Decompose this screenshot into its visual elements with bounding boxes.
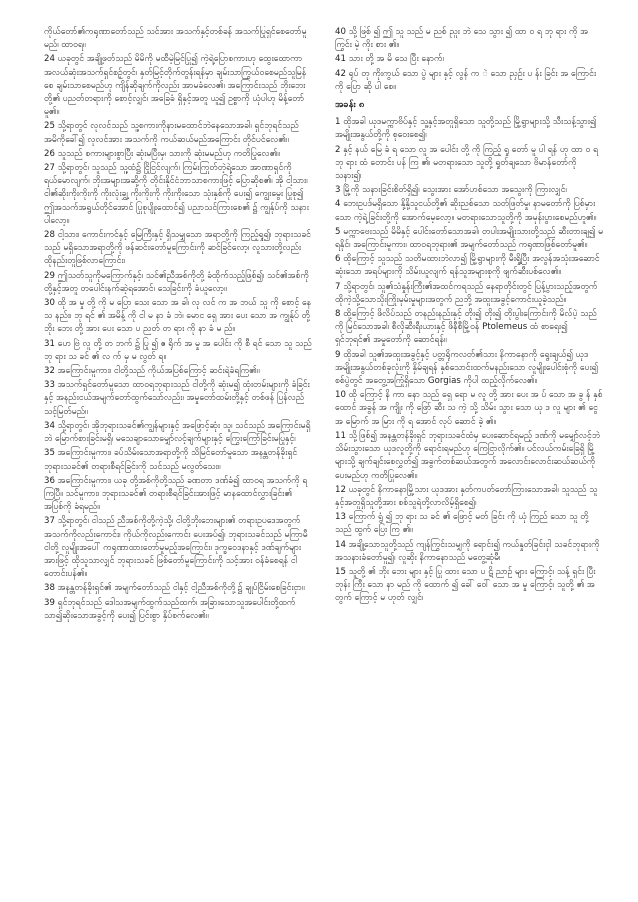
verse-paragraph: 33 အသက်ရှင်တော်မူသော ထာဝရဘုရားသည် ငါတို့ကို ဆုံးမ၍ ထုံးတမ်းများကို ခံခြင်းနှင့် အနည်းငယ်အမျက်တော်ထွက်သော်လည်း၊ အမှုတော်ထမ်းတို့နှင့် တစ်ဖန် ပြန်လည် သင့်မြတ်မည်။ [44,380,310,417]
verse-paragraph: 41 သား တို့ အ မိ သေ ပြီး နောက်၊ [335,54,444,65]
verse-paragraph: 26 သူသည် စကားများစွာပြီး ဆုံးမပြီးမှ၊ သားကို ဆုံးမမည်ဟု ကတိပြုလေ၏။ [44,148,280,159]
verse-paragraph: 13 ကြောက် ရွံ ၍ ဘု ရား သ ခင် ၏ ဖြောင့် မတ် ခြင်း ကို ယုံ ကြည် သော သူ တို့ သည် ထွက် ပြေး ကြ ၏။ [335,512,589,536]
verse-paragraph: 35 အကြောင်းမူကား၊ ခပ်သိမ်းသောအရာတို့ကို သိမြင်တော်မူသော အနန္တတန်ခိုးရှင်ဘုရားသခင်၏ တရားစီရင်ခြင်းကို သင်သည် မလွတ်သေး။ [44,448,298,472]
chapter-heading: အခန်း ၈ [335,99,365,111]
verse-paragraph: 27 သို့ရာတွင်၊ သူသည် သူ့ထံ၌ ငြိုငြင်လျက်၊ ကြမ်းကြုတ်တဲ့ရဲ့သော အာဏာရှင်ကို ရယ်မောလျက်၊ ဘိုးအများအဆို့ကို တိုင်းနိုင်ငံဘာသာစကားဖြင့် ပြောဆိုစ၏၊ အို ငါ့သား၊ ငါ၏ဆိုးကိုးကိုးကို ကိုးလုံးချွှ့ ကိုးကိုးကို ကိုးကိုးသော သုံးနှစ်ကို ပေး၍ ကျွေးမွေး ပြုစု၍ ဤအသက်အရွယ်တိုင်အောင် ပြုစုပျိုးထောင်၍ ပညာသင်ကြားစေ၏ ၌ ကျွန်ုပ်ကို သနားပါလော့။ [44,163,309,226]
verse-paragraph: 9 ထိုအခါ သူ၏အထူးအခွင့်နှင့် ပတ္တရိုကလတ်၏သား နိကာနောကို ရွေးချယ်၍ ယုဒအမျိုးအနွယ်တစ်ခုလုံးကို နှိမ်ချရန် နှစ်သောင်းထက်မနည်းသော လူမျိုးပေါင်းစုံကို ပေး၍ စစ်ပွဲတွင် အတွေ့အကြုံရှိသော Gorgias ကိုပါ ထည့်လိုက်လေ၏။ [335,349,599,387]
verse-paragraph: 8 ထို့ကြောင့် ဖိလိပ်သည် တနည်းနည်းနှင့် တိုး၍ တိုး၍ တိုးပွါးကြောင်းကို မိလ်ပဲ့ သည်ကို မြင်သောအခါ၊ စီလိုဆီးရီးယားနှင့် ဖိနီစီမြို့ဝန် Ptolemeus ထံ စာရေး၍ ရှင်ဘုရင်၏ အမှုတော်ကို ဆောင်ရန်။ [335,309,597,346]
right-column-verses-top [335,26,604,94]
verse-paragraph: 24 ယခုတွင် အချို့ဖတ်သည် မိမိကို မထီမဲ့မြင်ပြု၍ ကဲ့ရဲ့ပြောစကားဟု ထွေးထောကာ အလယ်ဆုံးအသက်ရှင်စဉ့်တွင်၊ နှတ်မြင့်တိုက်တွန်းရန်မှာ ချမ်းသာကြွယ်ဝစေမည်သူမြန်စေ ချမ်းသာစေမည်ဟု ကျိန်ဆိုချက်ကိုလည်း အာမခံလေ၏၊ အကြောင်းသည် ဘိုးဘေးတို့၏ ပညတ်တရားကို စောင့်လျှင်၊ အခြေခံ ရှိနှင့်အတူ ယူ၍ ဥစ္စာကို ယုံပါဟု မိန့်တော်မူ၏။ [44,54,307,118]
verse-paragraph: 1 ထိုအခါ ယုဒမက္ကာဗိပ်နှင့် သူ့နှင့်အတူရှိသော သူတို့သည် မြို့ရွာများသို့ သီးသန့်သွား၍ အမျိုးအနွယ်တို့ကို စုဝေးစေ၍၊ [335,117,597,141]
verse-paragraph: 30 ထို အ မှု တို့ ကို မ ပြော သေး သော အ ခါ၊ လု လင် က အ ဘယ် သူ ကို စောင့် နေ သ နည်း၊ ဘု ရင် ၏ အမိန့် ကို ငါ မ နာ ခံ ဘဲ၊ မောင ရှေ အား ပေး သော အ ကျွန်ုပ် တို့ ဘိုး ဘေး တို့ အား ပေး သော ပ ညတ် တ ရား ကို နာ ခံ မ ည်။ [44,298,312,335]
verse-paragraph: 11 သို့ဖြစ်၍ အနန္တတန်ခိုးရှင် ဘုရားသခင်ထံမှ ပေးဆောင်ရမည့် ဒဏ်ကို မမျှော်လင့်ဘဲ သိမ်းသွားသော ယုဒလူတို့ကို ရောင်းရမည်ဟု ကြေငြာလိုက်၏။ ပင်လယ်ကမ်းခြေရှိ မြို့များသို့ ချက်ချင်းစေလွှတ်၍ အခွက်တစ်ဆယ်အတွက် အလောင်းလောင်းဆယ်ဆယ်ကို ပေးမည်ဟု ကတိပြုလေ၏။ [335,430,600,481]
verse-paragraph: 15 သူတို့ ၏ ဘိုး ဘေး များ နှင့် ပြု ထား သော ပ ဋိ ညာဉ် များ ကြောင့်၊ သန့် ရှင်း ပြီး ဘုန်း ကြီး သော နာ မည် ကို ထောက် ၍ ခေါ် ဝေါ် သော အ မှု ကြောင့်၊ သူတို့ ၏ အ တွက် ကြောင့် မ ဟုတ် လျှင်၊ [335,566,596,604]
verse-paragraph: 25 သို့ရာတွင် လုလင်သည် သူ့စကားကိုနားမထောင်ဘဲနေသောအခါ၊ ရှင်ဘုရင်သည် အမိကိုခေါ်၍ လုလင်အား အသက်ကို ကယ်ဆယ်မည်အကြောင်း တိုင်ပင်လေ၏။ [44,121,299,145]
verse-paragraph: 34 သို့ရာတွင်၊ အိုဘုရားသခင်၏ကျွန်များနှင့် အဖြောင့်ဆုံး သူ၊ သင်သည် အကြောင်းမရှိဘဲ မြောက်စားခြင်းမရှိ၊ မသေချာသောမျှော်လင့်ချက်များနှင့် ကြွေးကြော်ခြင်းမပြုနှင့်၊ [44,420,311,445]
right-column-verses [335,116,604,605]
verse-paragraph: 31 ဟေ ဗြဲ လူ တို့ တ ဘက် ၌ ပြု ၍ ဧ ရိုက် အ မှု အ ပေါင်း ကို စီ ရင် သော သူ သည် ဘု ရား သ ခင် ၏ လ က် မှ မ လွတ် ရ။ [44,338,312,362]
verse-paragraph: 32 အကြောင်းမူကား၊ ငါတို့သည် ကိုယ်အပြစ်ကြောင့် ဆင်းရဲခံရကြ၏။ [44,366,260,377]
verse-paragraph: 37 သို့ရာတွင်၊ ငါသည် ညီအစ်ကိုတို့ကဲ့သို့၊ ငါတို့ဘိုးဘေးများ၏ တရားဥပဒေအတွက် အသက်ကိုလည်းကောင်း၊ ကိုယ်ကိုလည်းကောင်း ပေးအပ်၍၊ ဘုရားသခင်သည် မကြာမီ ငါတို့ လူမျိုးအပေါ် ကရုဏာထားတော်မူမည့်အကြောင်း၊ ဒုက္ခဝေဒနာနှင့် ဒဏ်ချက်များအားဖြင့် ထိုသူသာလျှင် ဘုရားသခင် ဖြစ်တော်မူကြောင်းကို သင့်အား ဝန်ခံစေရန် ငါတောင်းပန်၏။ [44,516,308,580]
verse-paragraph: 14 အချို့သောသူတို့သည် ကျန်ကြွင်းသမျှကို ရောင်း၍ ကယ်နှုတ်ခြင်းငှါ သခင်ဘုရားကို အသနားခံတော်မူ၍၊ လူဆိုး နိကာနောသည် မတွေ့ဆုံမီ၊ [335,539,600,563]
verse-paragraph: 28 ငါ့သား၊ ကောင်းကင်နှင့် မြေကြီးနှင့် ရှိသမျှသော အရာတို့ကို ကြည့်ရှု၍၊ ဘုရားသခင်သည် မရှိသောအရာတို့ကို ဖန်ဆင်းတော်မူကြောင်းကို ဆင်ခြင်လော့၊ လူသားတို့လည်း ထိုနည်းတူဖြစ်လာကြောင်း၊ [44,230,311,267]
left-column [44,26,313,886]
verse-paragraph: 29 ဤသတ်သူကိုမကြောက်နှင့်၊ သင်၏ညီအစ်ကိုတို့ ခံထိုက်သည့်ဖြစ်၍၊ သင်၏အစ်ကိုတို့နှင့်အတူ တပေါင်းနက်ဆဲ့ရအောင်၊ သေခြင်းကို ခံယူလော့။ [44,270,309,294]
verse-paragraph: 39 ရှင်ဘုရင်သည် ဒေါသအမျက်ထွက်သည်ထက်၊ အခြားသောသူအပေါင်းတို့ထက် သာ၍ဆိုးသောအခွင့်ကို ပေး၍ ပြင်းစွာ နှိပ်စက်လေ၏။ [44,597,296,621]
verse-paragraph: 38 အနန္တတန်ခိုးရှင်၏ အမျက်တော်သည် ငါနှင့် ငါ့ညီအစ်ကိုတို့၌ ချုပ်ငြိမ်းစေခြင်းငှာ။ [44,583,305,594]
verse-paragraph: 10 ထို ကြောင့် နိ ကာ နော သည် ရှေ ရော မ လူ တို့ အား ပေး အ ပ် သော အ ခွ န် နှစ် ထောင် အခွန် အ ကျိုး ကို ဖြော် ဆီး သ ကဲ့ သို့ သိမ်း သွား သော ယု ဒ လူ များ ၏ ငွေ အ မြောက် အ မြား ကို ရ အောင် လုပ် ဆောင် ခဲ့ ၏။ [335,390,603,427]
verse-paragraph: 5 မက္ကာဗေးသည် မိမိနှင့် ပေါင်းတော်သောအခါ၊ တပါးအမျိုးသားတို့သည် ဆီးတားချ၍ မရနိုင်၊ အကြောင်းမူကား၊ ထာဝရဘုရား၏ အမျက်တော်သည် ကရုဏာဖြစ်တော်မူ၏။ [335,226,604,251]
verse-paragraph: 12 ယခုတွင် နိကာနောမြို့သား ယုဒအား နှတ်ကပတ်တော်ကြားသောအခါ၊ သူသည် သူနှင့်အတူရှိသူတို့အား စစ်သူရဲတို့လာလိမ့်ရှိစေ၍၊ [335,484,598,508]
verse-paragraph: 36 အကြောင်းမူကား၊ ယခု တို့အစ်ကိုတို့သည် ခဏတာ ဒဏ်ခံ၍ ထာဝရ အသက်ကို ရကြပြီ။ သင်မူကား၊ ဘုရားသခင်၏ တရားစီရင်ခြင်းအားဖြင့် မာနထောင်လွှားခြင်း၏ အပြစ်ကို ခံရမည်။ [44,475,308,513]
verse-paragraph: ကိုယ်တော်၏ကရုဏာတော်သည် သင်အား အသက်နှင့်တစ်ခန် အသက်ပြုရှင်စေတော်မူမည်၊ ထာဝရ။ [44,27,307,51]
verse-paragraph: 3 မြို့ကို သနားခြင်းစိတ်ရှိ၍၊ သွေးအား အော်ဟစ်သော အသွေးကို ကြားလျှင်၊ [335,185,567,196]
verse-paragraph: 40 သို့ ဖြစ် ၍ ဤ သူ သည် မ ညစ် ညူး ဘဲ သေ သွား ၍ ထာ ဝ ရ ဘု ရား ကို အ ကြွင်း မဲ့ ကိုး စား ၏။ [335,27,589,51]
right-column [335,26,604,886]
verse-paragraph: 7 သို့ရာတွင်၊ သူ၏သံနှုန်းကြီး၏အထင်ကရသည် နေရာတိုင်းတွင် ပြန့်ပွားသည့်အတွက် ထိုကဲ့သို့သောသိုးကြိုးမုမ်းမှုများအတွက် ညဘို့ အထူးအခွင့်ကောင်းယူခဲ့သည်။ [335,281,598,305]
verse-paragraph: 6 ထိုကြောင့် သူသည် သတိမထားဘဲလာ၍ မြို့ရွာများကို မီးရှို့ပြီး အလွန်အသုံးအဆောင်ဆုံးသော အရပ်များကို သိမ်းယူလျက် ရန်သူအများစုကို ဖျက်ဆီးပစ်လေ၏။ [335,254,600,278]
verse-paragraph: 4 ဘေးဥပဒ်မရှိသော နို့နို့သူငယ်တို့၏ ဆိုးညစ်သော သတ်ဖြတ်မှု၊ နာမတော်ကို ပြစ်မှားသော ကဲ့ရဲ့ခြင်းတို့ကို အောက်မေ့လော့။ မတရားသောသူတို့ကို အမုန်းပွားစေမည်ဟူ၏။ [335,199,597,223]
verse-paragraph: 2 နှင့် နယ် မြေ ခံ ရ သော လူ အ ပေါင်း တို့ ကို ကြည့် ရှု တော် မူ ပါ ရန် ဟု ထာ ဝ ရ ဘု ရား ထံ တောင်း ပန် ကြ ၏၊ မတရားသော သူတို့ ရှုတ်ချသော ဗိမာန်တော်ကို သနား၍၊ [335,144,599,182]
verse-paragraph: 42 ရုပ် တု ကိုးကွယ် သော ပွဲ များ နှင့် လွန် က ဲ သော ညှဉ်း ပ န်း ခြင်း အ ကြောင်း ကို ပြော ဆို ပါ စေ။ [335,68,597,92]
